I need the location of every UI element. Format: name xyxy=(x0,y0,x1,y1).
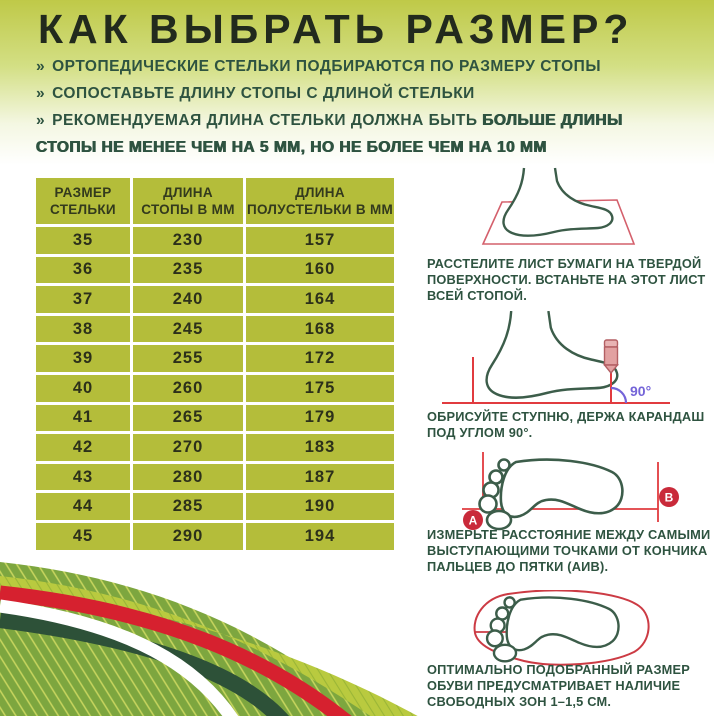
table-cell: 175 xyxy=(246,375,394,402)
table-cell: 179 xyxy=(246,405,394,432)
foot-trace-pencil-illustration xyxy=(438,311,703,408)
table-cell: 44 xyxy=(36,493,130,520)
table-cell: 270 xyxy=(133,434,243,461)
pencil-icon xyxy=(605,340,618,373)
bullet-text: ОРТОПЕДИЧЕСКИЕ СТЕЛЬКИ ПОДБИРАЮТСЯ ПО РАЗМЕРУ СТОПЫ xyxy=(52,58,601,75)
table-cell: 40 xyxy=(36,375,130,402)
header-line: СТОПЫ В ММ xyxy=(141,202,235,217)
table-cell: 285 xyxy=(133,493,243,520)
table-cell: 168 xyxy=(246,316,394,343)
table-cell: 157 xyxy=(246,227,394,254)
col-header-half-insole-length xyxy=(246,178,394,224)
table-cell: 194 xyxy=(246,523,394,550)
table-cell: 45 xyxy=(36,523,130,550)
table-cell: 187 xyxy=(246,464,394,491)
header-line: РАЗМЕР xyxy=(54,185,112,200)
table-cell: 35 xyxy=(36,227,130,254)
size-table xyxy=(36,178,394,550)
table-cell: 230 xyxy=(133,227,243,254)
table-cell: 36 xyxy=(36,257,130,284)
footprint-outline xyxy=(487,597,618,661)
angle-arc xyxy=(611,388,626,403)
table-cell: 42 xyxy=(36,434,130,461)
bullet-text: СОПОСТАВЬТЕ ДЛИНУ СТОПЫ С ДЛИНОЙ СТЕЛЬКИ xyxy=(52,85,475,102)
footprint-insole-illustration xyxy=(436,590,706,670)
bullet-marker: » xyxy=(36,112,46,129)
angle-label: 90° xyxy=(630,383,652,399)
table-cell: 39 xyxy=(36,345,130,372)
bullet-line-1 xyxy=(36,58,601,76)
header-line: СТЕЛЬКИ xyxy=(50,202,116,217)
header-line: ПОЛУСТЕЛЬКИ В ММ xyxy=(246,202,394,217)
footprint-measure-illustration xyxy=(436,450,706,538)
footprint-outline xyxy=(480,460,623,530)
page-title: КАК ВЫБРАТЬ РАЗМЕР? xyxy=(38,6,634,52)
table-cell: 164 xyxy=(246,286,394,313)
foot-side-outline xyxy=(487,311,618,398)
step-2-caption: ОБРИСУЙТЕ СТУПНЮ, ДЕРЖА КАРАНДАШ ПОД УГЛОМ 90°. xyxy=(427,409,705,440)
table-cell: 172 xyxy=(246,345,394,372)
step-1-caption: РАССТЕЛИТЕ ЛИСТ БУМАГИ НА ТВЕРДОЙ ПОВЕРХНОСТИ. ВСТАНЬТЕ НА ЭТОТ ЛИСТ ВСЕЙ СТОПОЙ. xyxy=(427,256,706,303)
table-cell: 38 xyxy=(36,316,130,343)
point-b-label: В xyxy=(664,490,674,505)
point-b-badge xyxy=(659,487,679,507)
header-line: ДЛИНА xyxy=(163,185,213,200)
point-a-label: А xyxy=(468,513,478,528)
table-cell: 160 xyxy=(246,257,394,284)
decorative-waves xyxy=(0,546,440,716)
table-cell: 43 xyxy=(36,464,130,491)
table-cell: 41 xyxy=(36,405,130,432)
table-cell: 235 xyxy=(133,257,243,284)
step-3-caption: ИЗМЕРЬТЕ РАССТОЯНИЕ МЕЖДУ САМЫМИ ВЫСТУПАЮЩИМИ ТОЧКАМИ ОТ КОНЧИКА ПАЛЬЦЕВ ДО ПЯТКИ (АИВ). xyxy=(427,527,711,574)
col-header-foot-length xyxy=(133,178,243,224)
bullet-line-3 xyxy=(36,112,623,130)
table-cell: 240 xyxy=(133,286,243,313)
table-cell: 245 xyxy=(133,316,243,343)
table-cell: 183 xyxy=(246,434,394,461)
header-line: ДЛИНА xyxy=(295,185,345,200)
bullet-line-4: СТОПЫ НЕ МЕНЕЕ ЧЕМ НА 5 ММ, НО НЕ БОЛЕЕ ЧЕМ НА 10 ММ xyxy=(36,139,547,156)
table-cell: 260 xyxy=(133,375,243,402)
col-header-insole-size xyxy=(36,178,130,224)
table-cell: 255 xyxy=(133,345,243,372)
table-cell: 280 xyxy=(133,464,243,491)
foot-side-outline xyxy=(503,168,612,236)
bullet-marker: » xyxy=(36,58,46,75)
foot-on-paper-illustration xyxy=(438,164,693,252)
bullet-line-2 xyxy=(36,85,475,103)
table-cell: 37 xyxy=(36,286,130,313)
bullet-text-emphasis: БОЛЬШЕ ДЛИНЫ xyxy=(482,112,623,129)
bullet-marker: » xyxy=(36,85,46,102)
table-cell: 190 xyxy=(246,493,394,520)
step-4-caption: ОПТИМАЛЬНО ПОДОБРАННЫЙ РАЗМЕР ОБУВИ ПРЕДУСМАТРИВАЕТ НАЛИЧИЕ СВОБОДНЫХ ЗОН 1–1,5 СМ. xyxy=(427,662,691,709)
table-cell: 290 xyxy=(133,523,243,550)
bullet-text: РЕКОМЕНДУЕМАЯ ДЛИНА СТЕЛЬКИ ДОЛЖНА БЫТЬ xyxy=(52,112,483,129)
table-cell: 265 xyxy=(133,405,243,432)
